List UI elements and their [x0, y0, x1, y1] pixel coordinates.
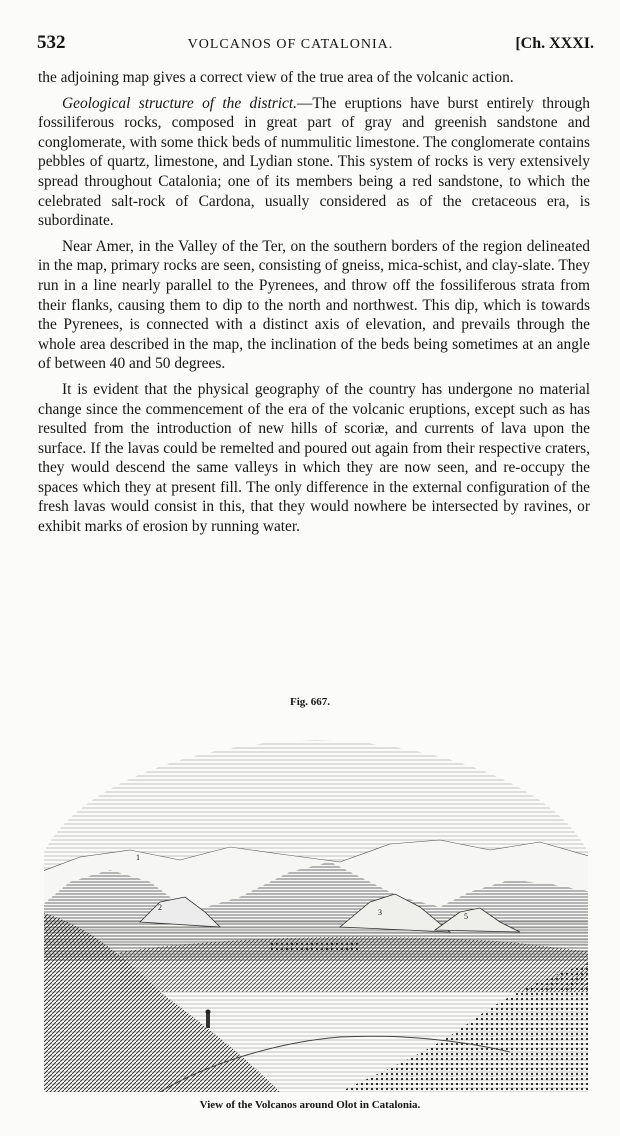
section-heading: Geological structure of the district.	[62, 94, 297, 112]
paragraph-2	[38, 94, 590, 231]
figure-caption: View of the Volcanos around Olot in Catalonia.	[199, 1099, 421, 1111]
town-olot	[270, 940, 360, 950]
running-title: VOLCANOS OF CATALONIA.	[187, 37, 394, 52]
paragraph-2-text: —The eruptions have burst entirely through fossiliferous rocks, composed in great part of gray and greenish sandstone and conglomerate, with some thick beds of nummulitic limestone. The conglomerate contains pebbles of quartz, limestone, and Lydian stone. This system of rocks is very extensively spread throughout Catalonia; one of its members being a red sandstone, to which the celebrated salt-rock of Cardona, usually considered as of the cretaceous era, is subordinate.	[38, 94, 590, 230]
hill-marker-5: 5	[464, 912, 468, 921]
paragraph-4: It is evident that the physical geography of the country has undergone no material change since the commencement of the era of the volcanic eruptions, except such as has resulted from the introduction of new hills of scoriæ, and currents of lava upon the surface. If the lavas could be remelted and poured out again from their respective craters, they would descend the same valleys in which they are now seen, and re-occupy the spaces which they at present fill. The only difference in the external configuration of the fresh lavas would consist in this, that they would nowhere be intersected by ravines, or exhibit marks of erosion by running water.	[38, 380, 590, 536]
page-number: 532	[37, 32, 66, 53]
engraving-illustration	[40, 722, 592, 1092]
human-figure	[206, 1010, 211, 1029]
hill-marker-1: 1	[136, 853, 140, 862]
landscape-engraving	[40, 722, 592, 1092]
body-text	[38, 68, 590, 537]
hill-marker-2: 2	[158, 903, 162, 912]
figure-label: Fig. 667.	[289, 696, 331, 708]
hill-marker-3: 3	[378, 908, 382, 917]
page-header	[37, 32, 594, 56]
paragraph-1: the adjoining map gives a correct view of the true area of the volcanic action.	[38, 69, 514, 86]
paragraph-3: Near Amer, in the Valley of the Ter, on the southern borders of the region delineated in the map, primary rocks are seen, consisting of gneiss, mica-schist, and clay-slate. They run in a line nearly parallel to the Pyrenees, and throw off the fossiliferous strata from their flanks, causing them to dip to the north and northwest. This dip, which is towards the Pyrenees, is connected with a distinct axis of elevation, and prevails through the whole area described in the map, the inclination of the beds being sometimes at an angle of between 40 and 50 degrees.	[38, 237, 590, 373]
chapter-reference: [Ch. XXXI.	[515, 35, 594, 52]
